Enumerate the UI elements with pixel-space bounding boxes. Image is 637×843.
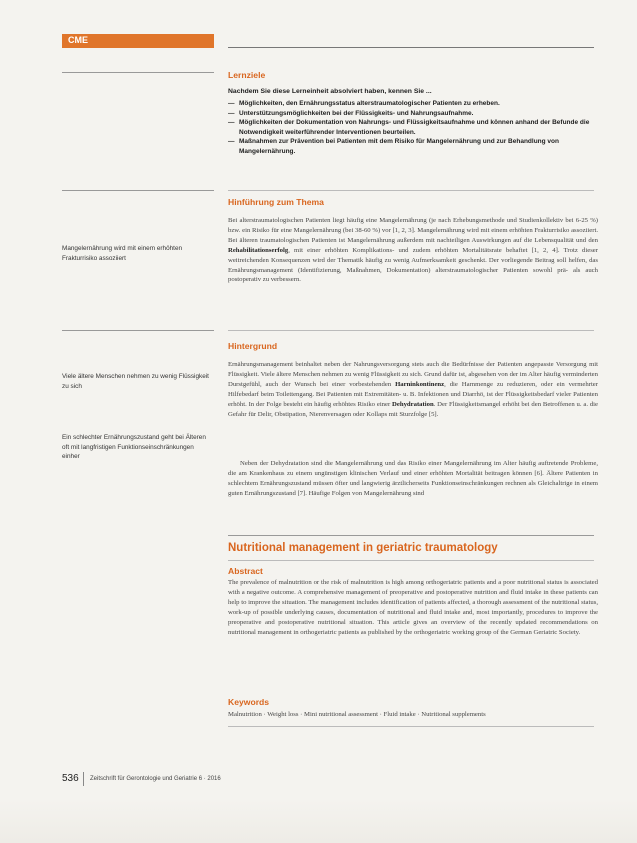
keywords-rule (228, 726, 594, 727)
background-paragraph-1 (228, 360, 598, 419)
background-heading: Hintergrund (228, 341, 278, 351)
sidebar-divider (62, 330, 214, 331)
sidebar-divider (62, 190, 214, 191)
learning-objectives-heading: Lernziele (228, 70, 266, 80)
journal-citation: Zeitschrift für Gerontologie und Geriatrie 6 · 2016 (90, 776, 221, 782)
section-divider (228, 190, 594, 191)
english-title: Nutritional management in geriatric traumatology (228, 542, 498, 554)
top-rule (228, 47, 594, 48)
text-span: , mit einer erhöhten Komplikations- und zudem erhöhten Mortalitätsrate behaftet [1, 2, 4]. Trotz dieser weitreichenden Konsequenzen wird der Thematik häufig zu wenig Aufmerksamkeit geschenkt. Der vorliegende Beitrag soll helfen, das Ernährungsmanagement (Identifizierung, Maßnahmen, Dokumentation) alterstraumatologischer Patienten sowohl prä- als auch postoperativ zu verbessern. (228, 246, 598, 284)
page-margin (0, 800, 637, 843)
abstract-heading: Abstract (228, 566, 263, 576)
introduction-paragraph (228, 216, 598, 285)
abstract-rule (228, 535, 594, 536)
list-item: — Maßnahmen zur Prävention bei Patienten mit dem Risiko für Mangelernährung und zur Behandlung von Mangelernährung. (228, 137, 598, 156)
list-item: — Möglichkeiten, den Ernährungsstatus alterstraumatologischer Patienten zu erheben. (228, 99, 598, 109)
margin-note: Ein schlechter Ernährungszustand geht bei Älteren oft mit langfristigen Funktionseinschränkungen einher (62, 434, 206, 460)
bold-term: Rehabilitationserfolg (228, 246, 289, 254)
cme-label: CME (68, 35, 88, 45)
list-item: — Unterstützungsmöglichkeiten bei der Flüssigkeits- und Nahrungsaufnahme. (228, 109, 598, 119)
page-number: 536 (62, 773, 79, 784)
list-item: — Möglichkeiten der Dokumentation von Nahrungs- und Flüssigkeitsaufnahme und können anhand der Befunde die Notwendigkeit weiterführender Interventionen beurteilen. (228, 118, 598, 137)
abstract-rule (228, 560, 594, 561)
keywords-heading: Keywords (228, 697, 270, 707)
text-span: Bei alterstraumatologischen Patienten liegt häufig eine Mangelernährung (je nach Erhebungsmethode und Studienkollektiv bei 6-25 %) bzw. ein Risiko für eine Mangelernährung (bei 38-60 %) vor [1, 2, 3]. Mangelernährung wird mit einem erhöhten Frakturrisiko assoziiert. Bei älteren traumatologischen Patienten ist Mangelernährung außerdem mit nachteiligen Auswirkungen auf die Lebensqualität und den (228, 217, 598, 244)
learning-objectives-list (228, 99, 598, 157)
sidebar-divider (62, 72, 214, 73)
margin-note: Viele ältere Menschen nehmen zu wenig Flüssigkeit zu sich (62, 373, 209, 390)
text-span: . Der Flüssigkeitsmangel erhöht bei den Betroffenen u. a. die Gefahr für Delir, Obstipation, Nierenversagen oder Kollaps mit Sturzfolge [5]. (228, 400, 598, 418)
background-paragraph-2: Neben der Dehydratation sind die Mangelernährung und das Risiko einer Mangelernährung im Alter häufig auftretende Probleme, die am Krankenhaus zu einem ungünstigen klinischen Verlauf und einer erhöhten Mortalität beitragen können [6]. Ältere Patienten in schlechtem Ernährungszustand müssen öfter und langwierig ärztlicherseits Funktionseinschränkungen rechnen als Gleichaltrige in einem guten Ernährungszustand [7]. Häufige Folgen von Mangelernährung sind (228, 460, 598, 497)
keywords-text: Malnutrition · Weight loss · Mini nutritional assessment · Fluid intake · Nutritional supplements (228, 711, 486, 718)
introduction-heading: Hinführung zum Thema (228, 197, 324, 207)
section-divider (228, 330, 594, 331)
text-span: , die Harnmenge zu reduzieren, oder ein vermehrter Hilfebedarf beim Toilettengang. Bei Patienten mit Extremitäten- u. B. Infektionen und Diarrhö, ist der Flüssigkeitsbedarf vieler Patienten erhöht. In der Folge besteht ein häufig erhöhtes Risiko einer (228, 380, 598, 408)
text-span: Ernährungsmanagement beinhaltet neben der Nahrungsversorgung stets auch die Bedürfnisse der Patienten angepasste Versorgung mit Flüssigkeit. Viele ältere Menschen nehmen zu wenig Flüssigkeit zu sich. Grund dafür ist, abgesehen von der im Alter häufig verminderten Durstgefühl, auch der Wunsch bei einer vorbestehenden (228, 361, 598, 388)
abstract-paragraph: The prevalence of malnutrition or the risk of malnutrition is high among orthogeriatric patients and a poor nutritional status is associated with a negative outcome. A comprehensive management of preoperative and postoperative nutrition and fluid intake in these patients can help to improve the situation. The management includes identification of patients affected, a thorough assessment of the nutritional status, work-up of possible underlying causes, documentation of nutritional and fluid intake and, most importantly, procedures to improve the preoperative and postoperative nutritional situation. This article gives an overview of the recently updated recommendations on nutritional management in orthogeriatric patients as published by the orthogeriatric working group of the German Geriatric Society. (228, 579, 598, 636)
bold-term: Harninkontinenz (395, 380, 445, 388)
footer-divider (83, 772, 84, 786)
margin-note: Mangelernährung wird mit einem erhöhten Frakturrisiko assoziiert (62, 245, 183, 262)
bold-term: Dehydratation (392, 400, 434, 408)
learning-objectives-intro: Nachdem Sie diese Lerneinheit absolviert haben, kennen Sie ... (228, 88, 432, 95)
